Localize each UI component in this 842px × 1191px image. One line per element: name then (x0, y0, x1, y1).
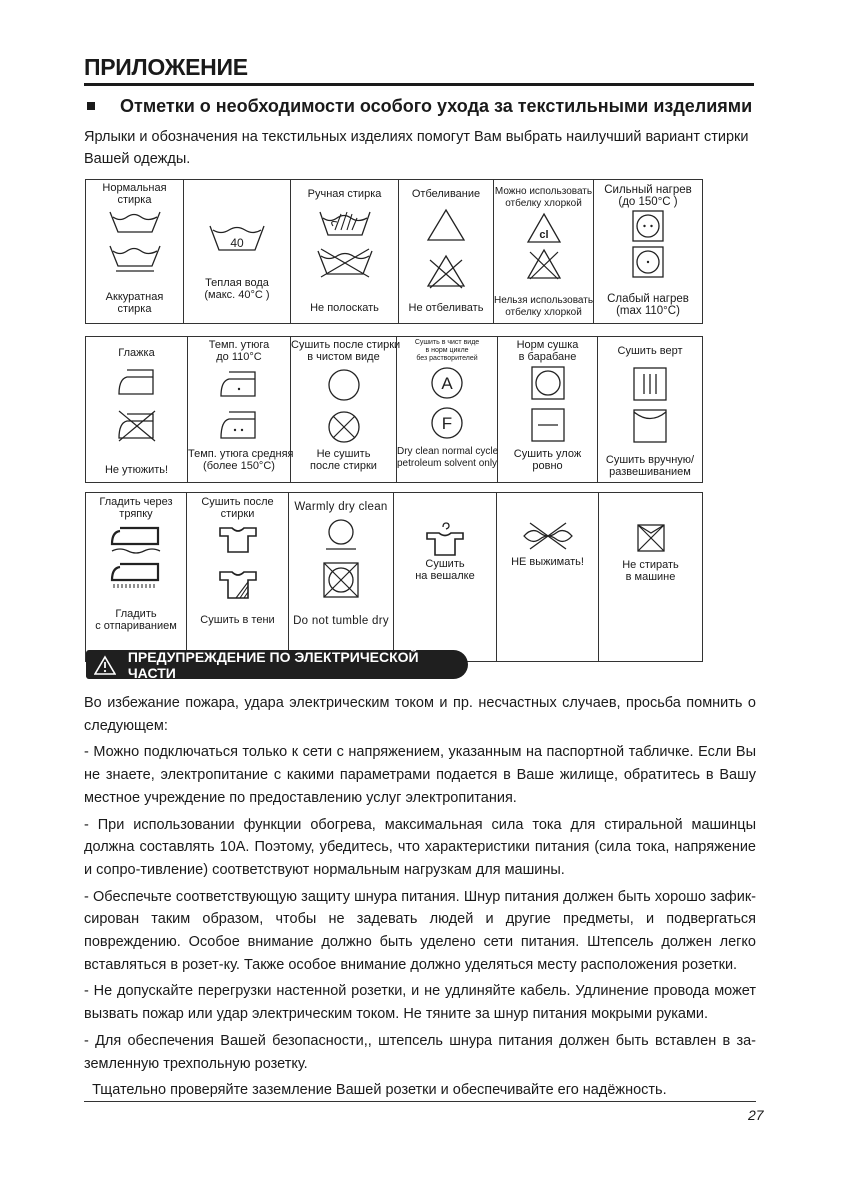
no-iron-icon (115, 409, 159, 443)
label-line-dry: Сушить вручную/ развешиванием (605, 454, 695, 478)
warning-banner (86, 650, 468, 679)
tumble-dry-icon (531, 366, 565, 400)
wash-temp-text: 40 (230, 236, 244, 250)
cell-drip-dry (598, 337, 703, 483)
hand-wash-icon (317, 208, 373, 238)
cell-chlorine (494, 180, 594, 324)
no-rinse-icon (315, 247, 375, 279)
label-high-heat: Сильный нагрев (до 150°С ) (604, 184, 692, 208)
cell-dry-after-wash (291, 337, 401, 483)
label-drip-dry: Сушить верт (617, 345, 683, 357)
cell-hand-wash (291, 180, 399, 324)
label-no-chlorine: Нельзя использовать отбелку хлоркой (494, 295, 594, 318)
page-number: 27 (748, 1107, 764, 1123)
label-warm-water: Теплая вода (макс. 40°С ) (204, 277, 270, 301)
cell-bleach (399, 180, 494, 324)
intro-line-2: Вашей одежды. (84, 151, 191, 167)
paragraph-current: - При использовании функции обогрева, максимальная сила тока для стиральной машинцы должна составлять 10А. Поэтому, убедитесь, что характеристики питания (сила тока, напряжение и сопро-тивление) соответствуют нормальным нагрузкам для машины. (84, 816, 756, 878)
dry-clean-a-icon (430, 366, 464, 400)
section-heading-text: Отметки о необходимости особого ухода за текстильными изделиями (120, 96, 753, 116)
no-dry-icon (325, 408, 363, 446)
warning-triangle-icon (94, 655, 116, 675)
label-iron-medium: Темп. утюга средняя (более 150°С) (188, 448, 294, 472)
no-chlorine-icon (526, 248, 562, 280)
label-dry-shade: Сушить в тени (200, 614, 275, 626)
iron-cloth-icon (108, 524, 164, 554)
no-tumble-dry-icon (322, 561, 360, 599)
label-iron-low: Темп. утюга до 110°С (208, 339, 270, 363)
label-petroleum-solvent: Dry clean normal cycle petroleum solvent only (397, 446, 499, 469)
shirt-dry-icon (218, 524, 258, 554)
cell-dry-clean (397, 337, 498, 483)
label-chlorine-ok: Можно использовать отбелку хлоркой (494, 186, 593, 209)
cell-iron-temp (188, 337, 294, 483)
care-table-ironing-drying (85, 336, 703, 483)
wash-tub-icon (107, 209, 163, 235)
footer-rule (84, 1101, 756, 1102)
no-bleach-icon (424, 254, 468, 290)
line-dry-icon (633, 409, 667, 443)
gentle-wash-icon (107, 243, 163, 273)
no-machine-wash-icon (636, 523, 666, 553)
drip-dry-icon (633, 367, 667, 401)
steam-iron-icon (108, 560, 164, 590)
paragraph-voltage: - Можно подключаться только к сети с напряжением, указанным на паспортной табличке. Если Вы не знаете, электропитание с какими параметрами подается в Ваше жилище, обратитесь в Вашу местное учреждение по предоставлению услуг электропитания. (84, 744, 756, 806)
iron-medium-icon (219, 409, 259, 441)
label-no-dry: Не сушить после стирки (310, 448, 377, 472)
care-table-washing (85, 179, 703, 324)
label-hand-wash: Ручная стирка (307, 188, 382, 200)
paragraph-check: Тщательно проверяйте заземление Вашей розетки и обеспечивайте его надёжность. (84, 1082, 667, 1099)
cell-warm-dry-clean (289, 493, 394, 662)
label-no-wring: НЕ выжимать! (511, 556, 584, 568)
cell-iron-cloth (86, 493, 187, 662)
section-heading (84, 96, 752, 117)
warm-dry-clean-icon (324, 517, 358, 551)
cell-normal-wash (86, 180, 184, 324)
chlorine-triangle-icon (526, 212, 562, 244)
label-no-bleach: Не отбеливать (408, 302, 484, 314)
label-iron-cloth: Гладить через тряпку (99, 496, 173, 520)
no-wring-icon (520, 521, 576, 551)
label-tumble-dry: Норм сушка в барабане (516, 339, 579, 363)
label-dry-flat: Сушить улож ровно (513, 448, 582, 472)
care-table-misc (85, 492, 703, 662)
label-bleach: Отбеливание (411, 188, 481, 200)
paragraph-ground: - Для обеспечения Вашей безопасности,, штепсель шнура питания должен быть вставлен в за-земленную трехпольную розетку. (84, 1032, 756, 1072)
chlorine-text: cl (538, 229, 549, 241)
dry-clean-f-text: F (441, 414, 453, 433)
intro-line-1: Ярлыки и обозначения на текстильных изделиях помогут Вам выбрать наилучший вариант стирки (84, 129, 749, 145)
bullet-square-icon (87, 102, 95, 110)
paragraph-overload: - Не допускайте перегрузки настенной розетки, и не удлиняйте кабель. Удлинение провода может вызвать пожар или удар электрическим током. Не тяните за шнур питания мокрыми руками. (84, 983, 756, 1023)
label-low-heat: Слабый нагрев (max 110°С) (607, 293, 689, 317)
warning-body (84, 692, 756, 1106)
page-title: ПРИЛОЖЕНИЕ (84, 54, 248, 80)
intro-text (84, 126, 756, 170)
circle-dry-icon (327, 368, 361, 402)
label-ironing: Глажка (118, 347, 155, 359)
paragraph-cord: - Обеспечьте соответствующую защиту шнура питания. Шнур питания должен быть хорошо зафик-сирован таким образом, чтобы не задевать людей и другие предметы, и подвергаться повреждению. Особое внимание должно быть уделено сети питания. Штепсель должен легко вставляться в розет-ку. Также особое внимание должно уделяться месту расположения розетки. (84, 888, 756, 973)
label-warm-dry-clean: Warmly dry clean (294, 501, 388, 513)
cell-warm-water (184, 180, 291, 324)
iron-icon (117, 367, 157, 397)
wash-40-icon (207, 222, 267, 254)
label-dry-after-wash: Сушить после стирки (201, 496, 274, 520)
title-rule (84, 83, 754, 86)
cell-ironing (86, 337, 188, 483)
label-normal-wash: Нормальная стирка (102, 182, 167, 206)
label-no-machine-wash: Не стирать в машине (622, 559, 679, 583)
label-steam-iron: Гладить с отпариванием (95, 608, 177, 632)
cell-tumble (498, 337, 598, 483)
dry-clean-f-icon (430, 406, 464, 440)
dry-flat-icon (531, 408, 565, 442)
hanger-shirt-icon (425, 521, 465, 557)
iron-low-icon (219, 369, 259, 399)
warning-heading: ПРЕДУПРЕЖДЕНИЕ ПО ЭЛЕКТРИЧЕСКОЙ ЧАСТИ (127, 648, 419, 681)
label-no-rinse: Не полоскать (310, 302, 379, 314)
cell-hanger-dry (394, 493, 497, 662)
label-no-tumble-dry: Do not tumble dry (293, 615, 389, 627)
label-no-iron: Не утюжить! (104, 464, 169, 476)
cell-dry-shade (187, 493, 289, 662)
high-heat-dryer-icon (632, 210, 664, 242)
label-gentle-wash: Аккуратная стирка (105, 291, 164, 315)
cell-no-wring (497, 493, 599, 662)
bleach-triangle-icon (426, 208, 466, 242)
paragraph-intro: Во избежание пожара, удара электрическим током и пр. несчастных случаев, просьба помнить о следующем: (84, 695, 756, 734)
low-heat-dryer-icon (632, 246, 664, 278)
cell-no-machine-wash (599, 493, 703, 662)
label-dry-clean-normal: Сушить в чист виде в норм цикле без растворителей (414, 339, 480, 362)
label-hanger-dry: Сушить на вешалке (415, 558, 475, 582)
shirt-shade-icon (218, 568, 258, 602)
label-dry-clean-state: Сушить после стирки в чистом виде (291, 339, 401, 363)
dry-clean-a-text: A (441, 374, 453, 393)
cell-heat (594, 180, 703, 324)
